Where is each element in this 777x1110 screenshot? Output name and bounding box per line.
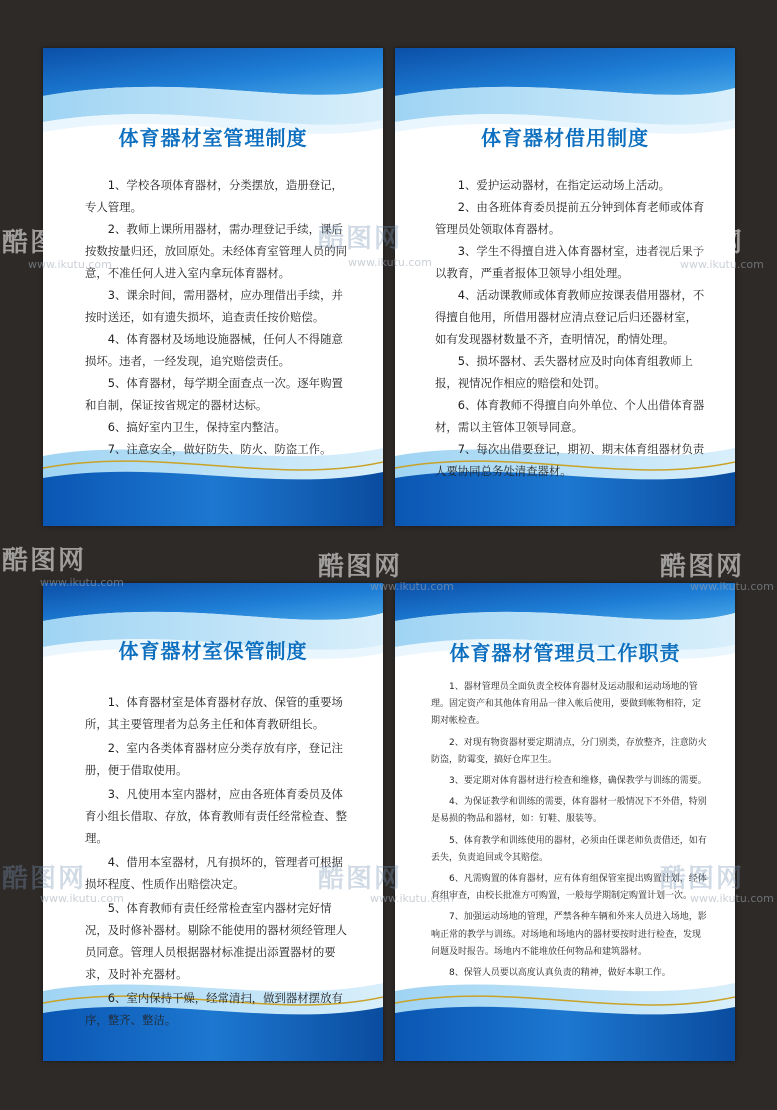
rule-list xyxy=(85,691,353,1033)
rule-item: 6、体育教师不得擅自向外单位、个人出借体育器材，需以主管体卫领导同意。 xyxy=(435,398,705,434)
watermark-url: www.ikutu.com xyxy=(370,580,454,593)
board-title: 体育器材借用制度 xyxy=(481,126,649,150)
rule-item: 7、注意安全，做好防失、防火、防盗工作。 xyxy=(107,442,332,456)
rule-item: 4、为保证教学和训练的需要，体育器材一般情况下不外借，特别是易损的物品和器材，如：钉鞋、服装等。 xyxy=(431,797,707,825)
watermark-url: www.ikutu.com xyxy=(690,580,774,593)
rule-list xyxy=(431,679,707,986)
top-wave-decoration xyxy=(43,48,383,178)
rule-list xyxy=(435,174,707,482)
watermark-logo: 酷图网 xyxy=(660,864,745,894)
board-equipment-room-management xyxy=(43,48,383,526)
board-equipment-manager-duties xyxy=(395,583,735,1061)
rule-item: 4、活动课教师或体育教师应按课表借用器材，不得擅自他用，所借用器材应清点登记后归还器材室，如有发现器材数量不齐，查明情况，酌情处理。 xyxy=(435,288,705,346)
watermark-url: www.ikutu.com xyxy=(40,576,124,589)
watermark-url: www.ikutu.com xyxy=(680,258,764,271)
rule-item: 5、体育教学和训练使用的器材，必须由任课老师负责借还，如有丢失，负责追回或令其赔偿。 xyxy=(431,835,707,863)
watermark-logo: 酷图网 xyxy=(318,224,403,254)
watermark-logo: 酷图网 xyxy=(2,228,87,258)
rule-item: 1、器材管理员全面负责全校体育器材及运动服和运动场地的管理。固定资产和其他体育用品一律入帐后使用，要做到帐物相符，定期对帐检查。 xyxy=(431,682,702,727)
rule-item: 5、体育器材，每学期全面查点一次。逐年购置和自制，保证按省规定的器材达标。 xyxy=(85,376,343,412)
rule-item: 6、室内保持干燥，经常清扫，做到器材摆放有序，整齐、整洁。 xyxy=(85,991,343,1027)
rule-item: 6、搞好室内卫生，保持室内整洁。 xyxy=(107,420,286,434)
watermark-logo: 酷图网 xyxy=(318,552,403,582)
rule-item: 7、每次出借要登记，期初、期末体育组器材负责人要协同总务处清查器材。 xyxy=(435,442,705,478)
watermark-url: www.ikutu.com xyxy=(28,258,112,271)
rule-item: 8、保管人员要以高度认真负责的精神，做好本职工作。 xyxy=(449,968,671,979)
rule-item: 3、学生不得擅自进入体育器材室，违者视后果予以教育，严重者报体卫领导小组处理。 xyxy=(435,244,705,280)
rule-item: 4、借用本室器材，凡有损坏的，管理者可根据损坏程度、性质作出赔偿决定。 xyxy=(85,855,343,891)
rule-item: 3、要定期对体育器材进行检查和维修，确保教学与训练的需要。 xyxy=(449,776,707,787)
watermark-url: www.ikutu.com xyxy=(40,892,124,905)
top-wave-decoration xyxy=(395,48,735,178)
watermark-logo: 酷图网 xyxy=(318,864,403,894)
rule-list xyxy=(85,174,353,460)
watermark-logo: 酷图网 xyxy=(2,864,87,894)
board-equipment-borrowing xyxy=(395,48,735,526)
rule-item: 6、凡需购置的体育器材，应有体育组保管室提出购置计划，经体育组审查，由校长批准方可购置，一般每学期制定购置计划一次。 xyxy=(431,874,707,902)
watermark-logo: 酷图网 xyxy=(660,228,745,258)
rule-item: 1、学校各项体育器材，分类摆放，造册登记，专人管理。 xyxy=(85,178,343,214)
board-title: 体育器材管理员工作职责 xyxy=(449,641,681,665)
watermark-url: www.ikutu.com xyxy=(690,892,774,905)
board-title: 体育器材室管理制度 xyxy=(118,126,308,150)
rule-item: 2、对现有物资器材要定期清点，分门别类，存放整齐，注意防火防盗，防霉变，搞好仓库卫生。 xyxy=(431,737,707,765)
rule-item: 1、体育器材室是体育器材存放、保管的重要场所，其主要管理者为总务主任和体育教研组长。 xyxy=(85,695,343,731)
rule-item: 7、加强运动场地的管理，严禁各种车辆和外来人员进入场地，影响正常的教学与训练。对场地和场地内的器材要按时进行检查，发现问题及时报告。场地内不能堆放任何物品和建筑器材。 xyxy=(431,912,707,957)
board-title: 体育器材室保管制度 xyxy=(118,639,308,663)
rule-item: 2、由各班体育委员提前五分钟到体育老师或体育管理员处领取体育器材。 xyxy=(435,200,705,236)
rule-item: 2、室内各类体育器材应分类存放有序，登记注册，便于借取使用。 xyxy=(85,741,343,777)
rule-item: 3、课余时间，需用器材，应办理借出手续，并按时送还，如有遗失损坏，追查责任按价赔偿。 xyxy=(85,288,343,324)
watermark-url: www.ikutu.com xyxy=(370,892,454,905)
rule-item: 1、爱护运动器材，在指定运动场上活动。 xyxy=(457,178,671,192)
watermark-logo: 酷图网 xyxy=(2,546,87,576)
rule-item: 5、损坏器材、丢失器材应及时向体育组教师上报，视情况作相应的赔偿和处罚。 xyxy=(435,354,693,390)
watermark-url: www.ikutu.com xyxy=(348,256,432,269)
rule-item: 4、体育器材及场地设施器械，任何人不得随意损坏。违者，一经发现，追究赔偿责任。 xyxy=(85,332,343,368)
rule-item: 3、凡使用本室内器材，应由各班体育委员及体育小组长借取、存放，体育教师有责任经常检查、整理。 xyxy=(85,787,347,845)
rule-item: 2、教师上课所用器材，需办理登记手续，课后按数按量归还，放回原处。未经体育室管理人员的同意，不准任何人进入室内拿玩体育器材。 xyxy=(85,222,347,280)
watermark-logo: 酷图网 xyxy=(660,552,745,582)
board-equipment-room-custody xyxy=(43,583,383,1061)
rule-item: 5、体育教师有责任经常检查室内器材完好情况，及时修补器材。剔除不能使用的器材须经管理人员同意。管理人员根据器材标准提出添置器材的要求，及时补充器材。 xyxy=(85,901,347,981)
